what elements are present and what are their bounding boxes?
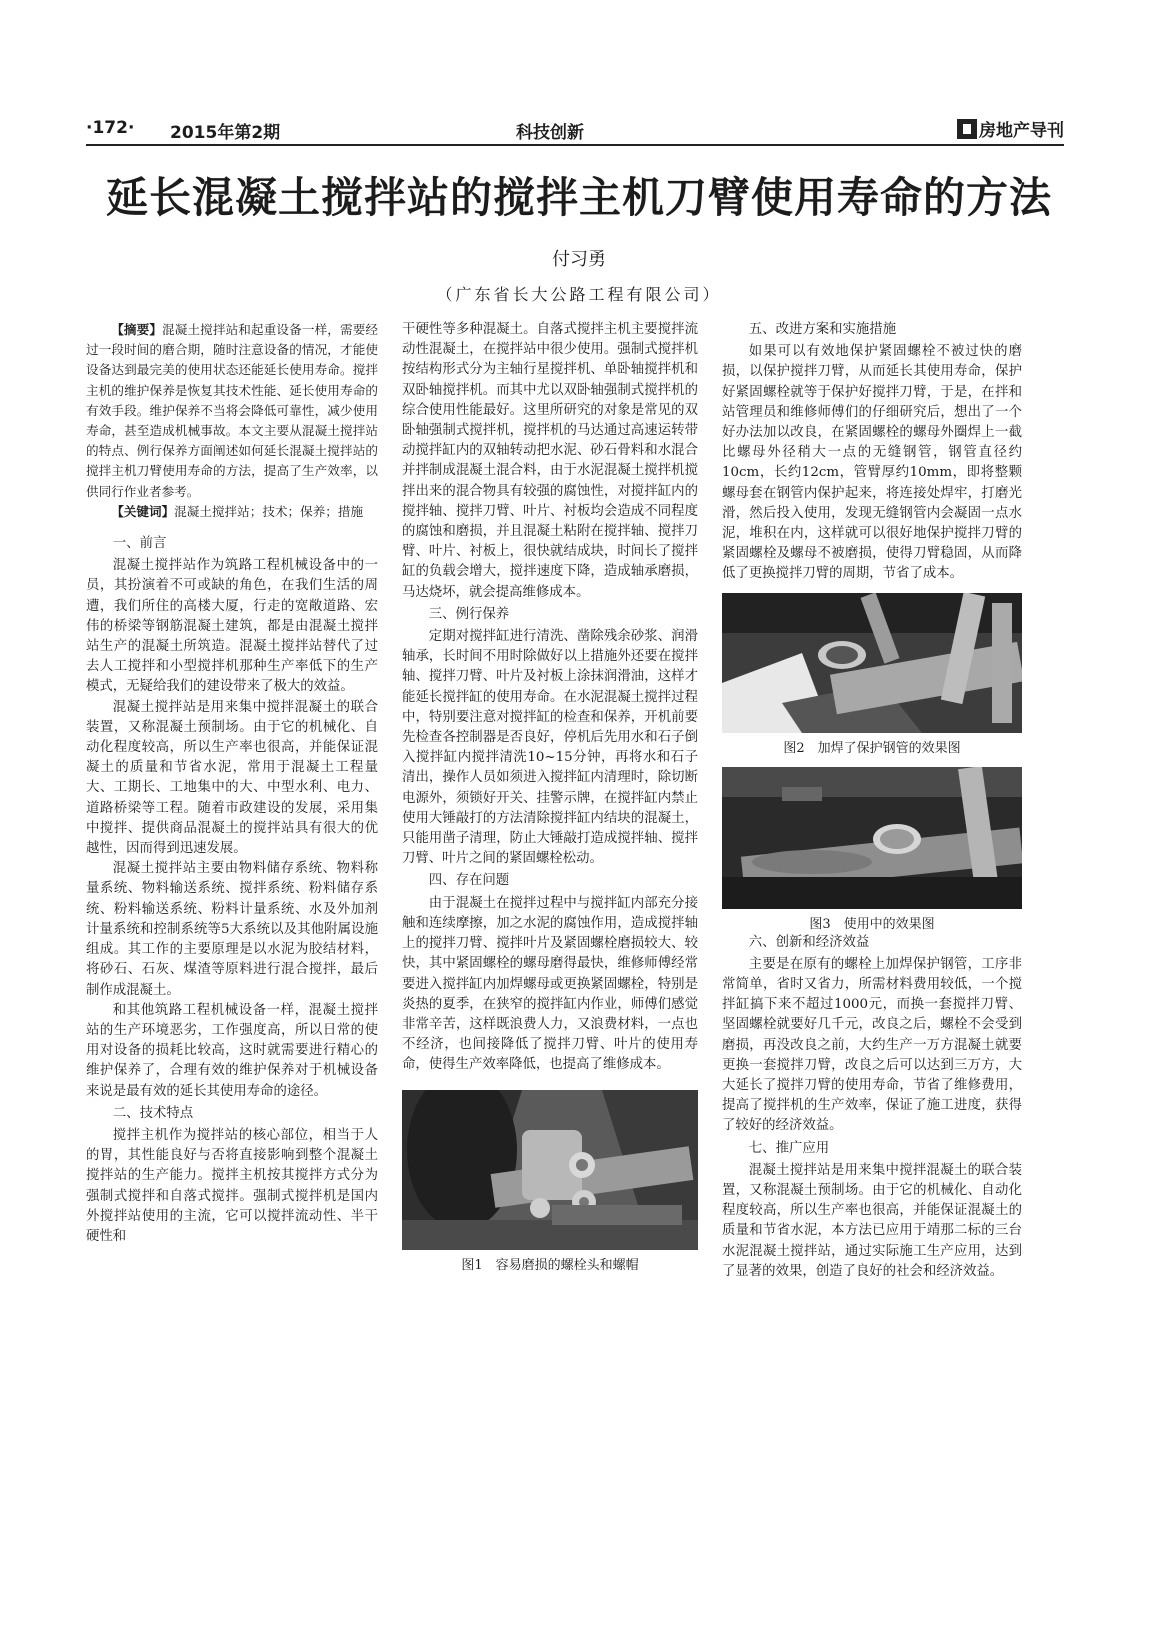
header-rule [86, 144, 1064, 146]
figure-2-caption: 图2 加焊了保护钢管的效果图 [783, 740, 961, 756]
keywords-text: 混凝土搅拌站；技术；保养；措施 [174, 503, 364, 519]
paragraph: 混凝土搅拌站主要由物料储存系统、物料称量系统、物料输送系统、搅拌系统、粉料储存系统、粉料输送系统、粉料计量系统、水及外加剂计量系统和控制系统等5大系统以及其他附属设施组成。其工作的主要原理是以水泥为胶结材料，将砂石、石灰、煤渣等原料进行混合搅拌，最后制作成混凝土。 [86, 861, 378, 998]
article-author: 付习勇 [552, 249, 606, 270]
section-heading: 四、存在问题 [428, 873, 510, 889]
abstract [86, 320, 378, 502]
section-heading: 三、例行保养 [428, 606, 510, 622]
section-label: 科技创新 [516, 123, 584, 143]
paragraph: 主要是在原有的螺栓上加焊保护钢管，工序非常简单，省时又省力，所需材料费用较低，一个搅拌缸搞下来不超过1000元，而换一套搅拌刀臂、坚固螺栓就要好几千元，改良之后，螺栓不会受到磨损，再没改良之前，大约生产一万方混凝土就要更换一套搅拌刀臂，改良之后可以达到三万方，大大延长了搅拌刀臂的使用寿命，节省了维修费用，提高了搅拌机的生产效率，保证了施工进度，获得了较好的经济效益。 [722, 956, 1022, 1134]
article-title: 延长混凝土搅拌站的搅拌主机刀臂使用寿命的方法 [105, 173, 1052, 222]
column-right [722, 320, 1022, 1282]
paragraph: 和其他筑路工程机械设备一样，混凝土搅拌站的生产环境恶劣，工作强度高，所以日常的使用对设备的损耗比较高，这时就需要进行精心的维护保养了，合理有效的维护保养对于机械设备来说是最有效的延长其使用寿命的途径。 [86, 1002, 378, 1099]
issue-label: 2015年第2期 [170, 123, 281, 143]
paragraph: 混凝土搅拌站是用来集中搅拌混凝土的联合装置，又称混凝土预制场。由于它的机械化、自动化程度较高，所以生产率也很高，并能保证混凝土的质量和节省水泥，本方法已应用于靖那二标的三台水泥混凝土搅拌站，通过实际施工生产应用，达到了显著的效果，创造了良好的社会和经济效益。 [722, 1162, 1022, 1279]
column-middle [402, 320, 698, 1273]
journal-name: 房地产导刊 [979, 121, 1064, 141]
section-heading: 一、前言 [112, 536, 167, 552]
figure-3-photo [722, 767, 1022, 909]
paragraph: 由于混凝土在搅拌过程中与搅拌缸内部充分接触和连续摩擦，加之水泥的腐蚀作用，造成搅拌轴上的搅拌刀臂、搅拌叶片及紧固螺栓磨损较大、较快，其中紧固螺栓的螺母磨得最快，维修师傅经常要进入搅拌缸内加焊螺母或更换紧固螺栓，特别是炎热的夏季，在狭窄的搅拌缸内作业，师傅们感觉非常辛苦，这样既浪费人力，又浪费材料，一点也不经济，也间接降低了搅拌刀臂、叶片的使用寿命，使得生产效率降低，也提高了维修成本。 [402, 895, 698, 1073]
figure-1-caption: 图1 容易磨损的螺栓头和螺帽 [461, 1257, 639, 1273]
page-number: ·172· [86, 118, 135, 138]
column-left [86, 320, 378, 1247]
article-affiliation: （广东省长大公路工程有限公司） [436, 285, 722, 304]
figure-2 [722, 593, 1022, 756]
figure-3-caption: 图3 使用中的效果图 [809, 916, 935, 932]
figure-3 [722, 767, 1022, 932]
section-heading: 七、推广应用 [748, 1140, 830, 1156]
paragraph: 定期对搅拌缸进行清洗、凿除残余砂浆、润滑轴承，长时间不用时除做好以上措施外还要在搅拌轴、搅拌刀臂、叶片及衬板上涂抹润滑油，这样才能延长搅拌缸的使用寿命。在水泥混凝土搅拌过程中，特别要注意对搅拌缸的检查和保养，开机前要先检查各控制器是否良好，停机后先用水和石子倒入搅拌缸内搅拌清洗10~15分钟，再将水和石子清出，操作人员如须进入搅拌缸内清理时，除切断电源外，须锁好开关、挂警示牌，在搅拌缸内禁止使用大锤敲打的方法清除搅拌缸内结块的混凝土，只能用凿子清理，防止大锤敲打造成搅拌轴、搅拌刀臂、叶片之间的紧固螺栓松动。 [402, 629, 698, 867]
abstract-text: 混凝土搅拌站和起重设备一样，需要经过一段时间的磨合期，随时注意设备的情况，才能使设备达到最完美的使用状态还能延长使用寿命。搅拌主机的维护保养是恢复其技术性能、延长使用寿命的有效手段。维护保养不当将会降低可靠性，减少使用寿命，甚至造成机械事故。本文主要从混凝土搅拌站的特点、例行保养方面阐述如何延长混凝土搅拌站的搅拌主机刀臂使用寿命的方法，提高了生产效率，以供同行作业者参考。 [86, 322, 378, 499]
figure-2-photo [722, 593, 1022, 733]
journal-logo [957, 116, 1064, 141]
keywords-label: 【关键词】 [111, 503, 175, 519]
journal-logo-icon [957, 119, 977, 139]
in-use-photo-image [722, 767, 1022, 909]
section-heading: 二、技术特点 [112, 1105, 194, 1121]
abstract-label: 【摘要】 [111, 322, 163, 337]
keywords [86, 502, 378, 522]
paragraph: 如果可以有效地保护紧固螺栓不被过快的磨损，以保护搅拌刀臂，从而延长其使用寿命，保护好紧固螺栓就等于保护好搅拌刀臂，于是，在拌和站管理员和维修师傅们的仔细研究后，想出了一个好办法加以改良，在紧固螺栓的螺母外圈焊上一截比螺母外径稍大一点的无缝钢管，钢管直径约10cm，长约12cm，管臂厚约10mm，即将整颗螺母套在钢管内保护起来，将连接处焊牢，打磨光滑，然后投入使用，发现无缝钢管内会凝固一点水泥，堆积在内，这样就可以很好地保护搅拌刀臂的紧固螺栓及螺母不被磨损，使得刀臂稳固，从而降低了更换搅拌刀臂的周期，节省了成本。 [722, 344, 1022, 582]
paragraph: 干硬性等多种混凝土。自落式搅拌主机主要搅拌流动性混凝土，在搅拌站中很少使用。强制式搅拌机按结构形式分为主轴行星搅拌机、单卧轴搅拌机和双卧轴搅拌机。而其中尤以双卧轴强制式搅拌机的综合使用性能最好。这里所研究的对象是常见的双卧轴强制式搅拌机，搅拌机的马达通过高速运转带动搅拌缸内的双轴转动把水泥、砂石骨料和水混合并拌制成混凝土混合料，由于水泥混凝土搅拌机搅拌出来的混合物具有较强的腐蚀性，对搅拌缸内的搅拌轴、搅拌刀臂、叶片、衬板均会造成不同程度的腐蚀和磨损，并且混凝土粘附在搅拌轴、搅拌刀臂、叶片、衬板上，很快就结成块，时间长了搅拌缸的负载会增大，搅拌速度下降，造成轴承磨损，马达烧坏，就会提高维修成本。 [402, 322, 698, 600]
paragraph: 混凝土搅拌站是用来集中搅拌混凝土的联合装置，又称混凝土预制场。由于它的机械化、自动化程度较高，所以生产率也很高，并能保证混凝土的质量和节省水泥，常用于混凝土工程量大、工期长、工地集中的大、中型水利、电力、道路桥梁等工程。随着市政建设的发展，采用集中搅拌、提供商品混凝土的搅拌站具有很大的优越性，因而得到迅速发展。 [86, 699, 378, 857]
paragraph: 搅拌主机作为搅拌站的核心部位，相当于人的胃，其性能良好与否将直接影响到整个混凝土搅拌站的生产能力。搅拌主机按其搅拌方式分为强制式搅拌和自落式搅拌。强制式搅拌机是国内外搅拌站使用的主流，它可以搅拌流动性、半干硬性和 [86, 1127, 378, 1244]
paragraph: 混凝土搅拌站作为筑路工程机械设备中的一员，其扮演着不可或缺的角色，在我们生活的周遭，我们所住的高楼大厦，行走的宽敞道路、宏伟的桥梁等钢筋混凝土建筑，都是由混凝土搅拌站生产的混凝土所筑造。混凝土搅拌站替代了过去人工搅拌和小型搅拌机那种生产率低下的生产模式，无疑给我们的建设带来了极大的效益。 [86, 558, 378, 695]
section-heading: 六、创新和经济效益 [748, 934, 870, 950]
figure-1-photo [402, 1090, 698, 1250]
welded-pipe-photo-image [722, 593, 1022, 733]
bolt-photo-image [402, 1090, 698, 1250]
section-heading: 五、改进方案和实施措施 [748, 322, 897, 337]
figure-1 [402, 1090, 698, 1273]
page-header [86, 112, 1064, 146]
